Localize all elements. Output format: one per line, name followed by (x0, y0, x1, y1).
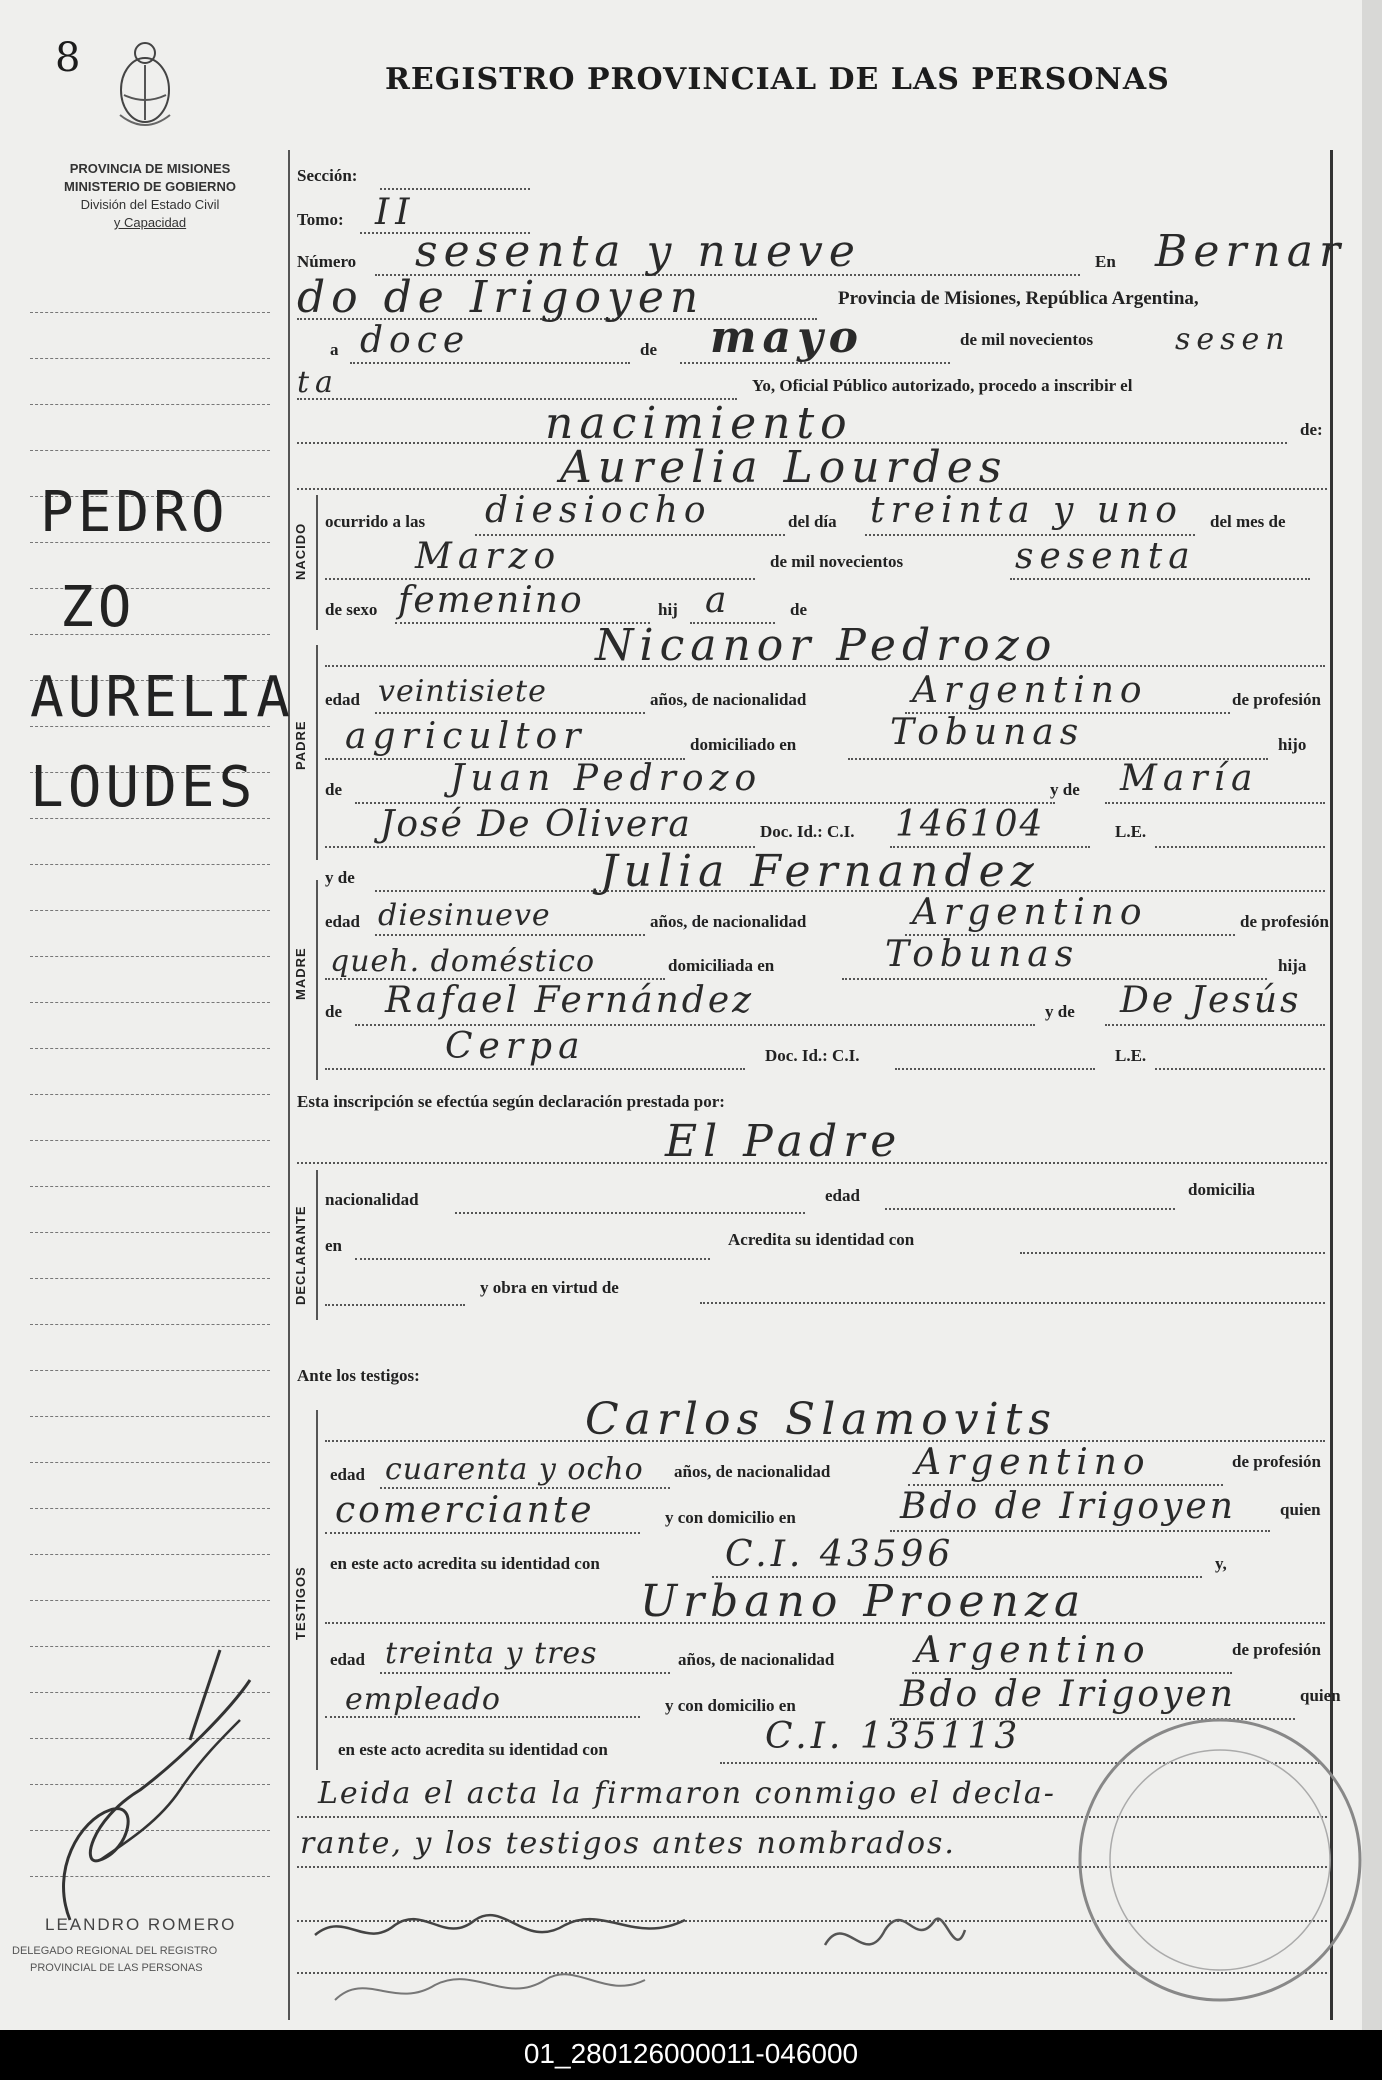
document-id: 01_280126000011-046000 (523, 2038, 859, 2069)
label-padre-le: L.E. (1115, 822, 1147, 841)
value-madre-edad: diesinueve (378, 898, 551, 933)
value-padre-edad: veintisiete (378, 674, 547, 709)
value-mes-nac: Marzo (415, 536, 562, 577)
label-a: a (330, 340, 339, 359)
value-dia: doce (360, 320, 471, 361)
madre-madre-line-2 (325, 1068, 745, 1070)
label-testigo1-acredita: en este acto acredita su identidad con (330, 1554, 600, 1573)
label-ante-testigos: Ante los testigos: (297, 1366, 420, 1385)
label-tomo: Tomo: (297, 210, 344, 229)
label-de-mes: de (640, 340, 657, 359)
value-testigo2-ci: C.I. 135113 (765, 1716, 1022, 1757)
label-testigo2-prof: de profesión (1232, 1640, 1321, 1659)
value-madre-madre-1: De Jesús (1120, 980, 1302, 1021)
value-lugar-2: do de Irigoyen (297, 272, 705, 323)
label-seccion: Sección: (297, 166, 358, 185)
label-declarante-obra: y obra en virtud de (480, 1278, 619, 1297)
label-padre-de: de (325, 780, 342, 799)
testigo1-dom-line (890, 1530, 1270, 1532)
declarante-en-line (355, 1258, 710, 1260)
institution-line-4: y Capacidad (113, 215, 187, 230)
margin-rule-3 (30, 404, 270, 405)
bracket-padre (316, 645, 318, 860)
madre-madre-line-1 (1105, 1024, 1325, 1026)
label-de-sexo: de sexo (325, 600, 378, 619)
label-de-progenitor: de (790, 600, 807, 619)
padre-madre-line-1 (1105, 802, 1325, 804)
value-madre-nac: Argentino (912, 892, 1148, 933)
value-acto: nacimiento (545, 398, 853, 449)
label-hijo: hijo (1278, 735, 1307, 754)
label-testigo2-edad: edad (330, 1650, 365, 1669)
label-madre-doc: Doc. Id.: C.I. (765, 1046, 860, 1065)
madre-edad-line (375, 934, 645, 936)
label-madre-prof: de profesión (1240, 912, 1329, 931)
value-madre-prof: queh. doméstico (330, 944, 596, 979)
label-mil-novecientos-2: de mil novecientos (770, 552, 904, 571)
value-testigo1-nac: Argentino (915, 1442, 1151, 1483)
margin-rule-24 (30, 1370, 270, 1371)
value-declarante: El Padre (665, 1116, 903, 1167)
section-label-testigos: TESTIGOS (293, 1566, 308, 1640)
testigo2-edad-line (380, 1672, 670, 1674)
value-madre-nombre: Julia Fernandez (600, 846, 1040, 897)
value-padre-madre-1: María (1120, 758, 1259, 799)
value-madre-padre: Rafael Fernández (385, 980, 755, 1021)
label-hija: hija (1278, 956, 1307, 975)
label-provincia: Provincia de Misiones, República Argentina, (838, 288, 1199, 309)
label-madre-y-de-2: y de (1045, 1002, 1075, 1021)
margin-signature (40, 1620, 270, 1940)
declarante-obra-line-2 (700, 1302, 1325, 1304)
label-padre-nac: años, de nacionalidad (650, 690, 807, 709)
bottom-signatures (305, 1890, 1005, 2020)
value-testigo1-prof: comerciante (335, 1490, 595, 1531)
margin-rule-27 (30, 1508, 270, 1509)
label-numero: Número (297, 252, 357, 271)
label-yo-oficial: Yo, Oficial Público autorizado, procedo a inscribir el (752, 376, 1133, 395)
value-testigo2-nombre: Urbano Proenza (640, 1576, 1087, 1627)
margin-rule-21 (30, 1232, 270, 1233)
value-padre-prof: agricultor (345, 716, 587, 757)
value-numero: sesenta y nueve (415, 226, 861, 277)
value-madre-dom: Tobunas (885, 934, 1080, 975)
value-hora: diesiocho (485, 490, 712, 531)
anio-nac-line (1010, 578, 1310, 580)
value-tomo: II (375, 192, 416, 233)
label-madre-le: L.E. (1115, 1046, 1147, 1065)
label-mil-novecientos-1: de mil novecientos (960, 330, 1094, 349)
label-domiciliado: domiciliado en (690, 735, 797, 754)
label-declarante-edad: edad (825, 1186, 860, 1205)
document-id-bar (0, 2030, 1382, 2080)
value-testigo2-dom: Bdo de Irigoyen (900, 1674, 1236, 1715)
round-seal (1070, 1710, 1370, 2010)
testigo1-edad-line (380, 1487, 670, 1489)
value-testigo1-dom: Bdo de Irigoyen (900, 1486, 1236, 1527)
label-madre-nac: años, de nacionalidad (650, 912, 807, 931)
declarante-edad-line (885, 1208, 1175, 1210)
dia-line (350, 362, 630, 364)
label-padre-prof: de profesión (1232, 690, 1321, 709)
margin-rule-16 (30, 1002, 270, 1003)
value-cierre-1: Leida el acta la firmaron conmigo el decla- (318, 1776, 1056, 1811)
label-ocurrido: ocurrido a las (325, 512, 426, 531)
value-testigo1-ci: C.I. 43596 (725, 1534, 955, 1575)
institution-line-2: MINISTERIO DE GOBIERNO (64, 179, 236, 194)
value-anio-1: sesen (1175, 322, 1291, 357)
label-testigo1-edad: edad (330, 1465, 365, 1484)
value-hij-suffix: a (705, 580, 733, 621)
value-testigo2-prof: empleado (345, 1682, 501, 1717)
margin-name-line-4: LOUDES (30, 755, 257, 820)
margin-rule-29 (30, 1600, 270, 1601)
value-testigo1-nombre: Carlos Slamovits (585, 1394, 1057, 1445)
margin-rule-2 (30, 358, 270, 359)
testigo1-prof-line (325, 1532, 640, 1534)
label-padre-y-de: y de (1050, 780, 1080, 799)
padre-edad-line (375, 712, 645, 714)
value-testigo2-nac: Argentino (915, 1630, 1151, 1671)
label-declarante-nacionalidad: nacionalidad (325, 1190, 419, 1209)
label-madre-edad: edad (325, 912, 360, 931)
declarante-obra-line-1 (325, 1304, 465, 1306)
value-testigo1-edad: cuarenta y ocho (385, 1452, 644, 1487)
label-testigo1-domicilio: y con domicilio en (665, 1508, 796, 1527)
label-madre-y-de: y de (325, 868, 355, 887)
value-sexo: femenino (398, 580, 584, 621)
margin-rule-4 (30, 450, 270, 451)
label-testigo1-nac: años, de nacionalidad (674, 1462, 831, 1481)
declarante-acredita-line (1020, 1252, 1325, 1254)
label-padre-doc: Doc. Id.: C.I. (760, 822, 855, 841)
bracket-declarante (316, 1170, 318, 1320)
content-left-border (288, 150, 290, 2020)
label-domiciliada: domiciliada en (668, 956, 775, 975)
margin-name-line-3: AURELIA (30, 665, 295, 730)
label-testigo2-acredita: en este acto acredita su identidad con (338, 1740, 608, 1759)
label-hij: hij (658, 600, 678, 619)
document-title: REGISTRO PROVINCIAL DE LAS PERSONAS (385, 62, 1170, 97)
value-padre-nombre: Nicanor Pedrozo (595, 620, 1058, 671)
official-stamp-line-1: DELEGADO REGIONAL DEL REGISTRO (12, 1945, 218, 1957)
value-padre-padre: Juan Pedrozo (450, 758, 763, 799)
margin-rule-18 (30, 1094, 270, 1095)
madre-le-line (1155, 1068, 1325, 1070)
section-label-nacido: NACIDO (293, 522, 308, 580)
margin-rule-20 (30, 1186, 270, 1187)
margin-name-line-1: PEDRO (40, 480, 229, 545)
coat-of-arms-seal (112, 35, 178, 135)
bracket-testigos (316, 1410, 318, 1770)
value-lugar-1: Bernar (1155, 226, 1347, 277)
section-label-padre: PADRE (293, 720, 308, 770)
label-testigo2-quien: quien (1300, 1686, 1341, 1705)
page-number: 8 (55, 35, 81, 81)
official-stamp-line-2: PROVINCIAL DE LAS PERSONAS (30, 1962, 203, 1974)
value-padre-ci: 146104 (895, 804, 1045, 845)
value-anio-nac: sesenta (1015, 536, 1196, 577)
value-padre-dom: Tobunas (890, 712, 1085, 753)
value-madre-madre-2: Cerpa (445, 1026, 586, 1067)
value-dia-nac: treinta y uno (870, 490, 1183, 531)
institution-block (30, 160, 270, 232)
value-padre-nac: Argentino (912, 670, 1148, 711)
bracket-nacido (316, 495, 318, 630)
margin-rule-17 (30, 1048, 270, 1049)
label-madre-de: de (325, 1002, 342, 1021)
declarante-nac-line (455, 1212, 805, 1214)
label-declarante-en: en (325, 1236, 342, 1255)
label-testigo1-quien: quien (1280, 1500, 1321, 1519)
margin-rule-28 (30, 1554, 270, 1555)
seccion-line (380, 188, 530, 190)
label-en: En (1095, 252, 1116, 271)
institution-line-3: División del Estado Civil (80, 197, 220, 212)
margin-name-line-2: ZO (60, 575, 136, 640)
padre-le-line (1155, 846, 1325, 848)
value-anio-2: ta (297, 365, 339, 400)
label-testigo1-y: y, (1215, 1554, 1227, 1573)
label-declarante-domicilia: domicilia (1188, 1180, 1256, 1199)
label-padre-edad: edad (325, 690, 360, 709)
institution-line-1: PROVINCIA DE MISIONES (69, 161, 231, 176)
label-inscripcion: Esta inscripción se efectúa según declaración prestada por: (297, 1092, 725, 1111)
section-label-madre: MADRE (293, 947, 308, 1000)
label-testigo2-nac: años, de nacionalidad (678, 1650, 835, 1669)
official-stamp-name: LEANDRO ROMERO (45, 1915, 237, 1934)
label-del-dia: del día (788, 512, 837, 531)
margin-rule-19 (30, 1140, 270, 1141)
margin-rule-1 (30, 312, 270, 313)
label-declarante-acredita: Acredita su identidad con (728, 1230, 915, 1249)
value-mes: mayo (710, 312, 864, 363)
margin-rule-15 (30, 956, 270, 957)
margin-rule-23 (30, 1324, 270, 1325)
bracket-madre (316, 880, 318, 1080)
madre-ci-line (895, 1068, 1095, 1070)
value-nombre: Aurelia Lourdes (560, 442, 1008, 493)
value-padre-madre-2: José De Olivera (380, 804, 692, 845)
margin-rule-22 (30, 1278, 270, 1279)
margin-rule-13 (30, 864, 270, 865)
label-testigo2-domicilio: y con domicilio en (665, 1696, 796, 1715)
value-testigo2-edad: treinta y tres (385, 1636, 598, 1671)
margin-rule-25 (30, 1416, 270, 1417)
label-del-mes-de: del mes de (1210, 512, 1286, 531)
label-de-colon: de: (1300, 420, 1323, 439)
margin-rule-14 (30, 910, 270, 911)
label-testigo1-prof: de profesión (1232, 1452, 1321, 1471)
value-cierre-2: rante, y los testigos antes nombrados. (300, 1826, 956, 1861)
section-label-declarante: DECLARANTE (293, 1205, 308, 1305)
margin-rule-26 (30, 1462, 270, 1463)
